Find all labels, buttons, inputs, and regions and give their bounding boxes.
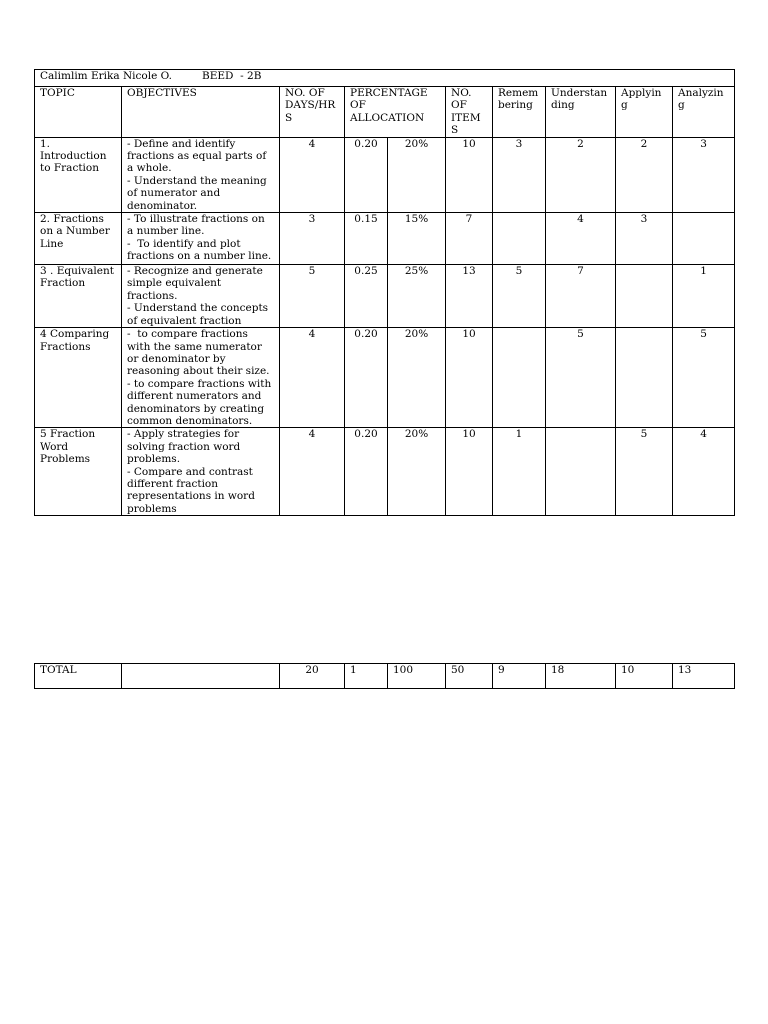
analyzing-cell: 4 (673, 428, 735, 516)
remembering-cell: 1 (493, 428, 546, 516)
objectives-cell: - Apply strategies for solving fraction word problems. - Compare and contrast different fraction representations in word problems (122, 428, 280, 516)
column-headers (35, 87, 735, 138)
understanding-cell: 2 (546, 137, 616, 212)
understanding-cell: 5 (546, 328, 616, 428)
analyzing-cell: 1 (673, 265, 735, 328)
table-row (35, 265, 735, 328)
percent-cell: 20% (388, 137, 446, 212)
header-applying: Applyin g (616, 87, 673, 138)
decimal-cell: 0.20 (345, 428, 388, 516)
objectives-cell: - Define and identify fractions as equal parts of a whole. - Understand the meaning of numerator and denominator. (122, 137, 280, 212)
remembering-cell: 3 (493, 137, 546, 212)
understanding-cell: 7 (546, 265, 616, 328)
header-objectives: OBJECTIVES (122, 87, 280, 138)
header-topic: TOPIC (35, 87, 122, 138)
days-cell: 4 (280, 428, 345, 516)
topic-cell: 2. Fractions on a Number Line (35, 213, 122, 265)
total-analyzing: 13 (673, 664, 735, 689)
remembering-cell (493, 328, 546, 428)
objectives-cell: - Recognize and generate simple equivalent fractions. - Understand the concepts of equivalent fraction (122, 265, 280, 328)
total-decimal: 1 (345, 664, 388, 689)
applying-cell: 5 (616, 428, 673, 516)
total-percent: 100 (388, 664, 446, 689)
understanding-cell (546, 428, 616, 516)
remembering-cell: 5 (493, 265, 546, 328)
decimal-cell: 0.25 (345, 265, 388, 328)
total-table (34, 663, 735, 689)
topic-cell: 4 Comparing Fractions (35, 328, 122, 428)
remembering-cell (493, 213, 546, 265)
table-row (35, 428, 735, 516)
applying-cell: 2 (616, 137, 673, 212)
total-understanding: 18 (546, 664, 616, 689)
table-row (35, 328, 735, 428)
days-cell: 4 (280, 328, 345, 428)
percent-cell: 15% (388, 213, 446, 265)
analyzing-cell: 5 (673, 328, 735, 428)
topic-cell: 5 Fraction Word Problems (35, 428, 122, 516)
items-cell: 7 (446, 213, 493, 265)
decimal-cell: 0.20 (345, 328, 388, 428)
percent-cell: 20% (388, 328, 446, 428)
total-remembering: 9 (493, 664, 546, 689)
objectives-cell: - To illustrate fractions on a number line. - To identify and plot fractions on a number line. (122, 213, 280, 265)
items-cell: 10 (446, 428, 493, 516)
analyzing-cell: 3 (673, 137, 735, 212)
total-applying: 10 (616, 664, 673, 689)
total-items: 50 (446, 664, 493, 689)
days-cell: 5 (280, 265, 345, 328)
student-info: Calimlim Erika Nicole O. BEED - 2B (35, 70, 735, 87)
applying-cell: 3 (616, 213, 673, 265)
total-label: TOTAL (35, 664, 122, 689)
objectives-cell: - to compare fractions with the same numerator or denominator by reasoning about their size. - to compare fractions with different numerators and denominators by creating common denominators. (122, 328, 280, 428)
decimal-cell: 0.15 (345, 213, 388, 265)
analyzing-cell (673, 213, 735, 265)
decimal-cell: 0.20 (345, 137, 388, 212)
applying-cell (616, 328, 673, 428)
table-row (35, 137, 735, 212)
applying-cell (616, 265, 673, 328)
table-of-specifications (34, 69, 735, 516)
header-understanding: Understan ding (546, 87, 616, 138)
items-cell: 10 (446, 328, 493, 428)
header-remembering: Remem bering (493, 87, 546, 138)
topic-cell: 1. Introduction to Fraction (35, 137, 122, 212)
header-items: NO. OF ITEMS (446, 87, 493, 138)
header-days: NO. OF DAYS/HR S (280, 87, 345, 138)
items-cell: 10 (446, 137, 493, 212)
total-row (35, 664, 735, 689)
header-percentage: PERCENTAGE OF ALLOCATION (345, 87, 446, 138)
understanding-cell: 4 (546, 213, 616, 265)
items-cell: 13 (446, 265, 493, 328)
topic-cell: 3 . Equivalent Fraction (35, 265, 122, 328)
header-analyzing: Analyzin g (673, 87, 735, 138)
total-objectives-cell (122, 664, 280, 689)
days-cell: 4 (280, 137, 345, 212)
table-row (35, 213, 735, 265)
percent-cell: 25% (388, 265, 446, 328)
total-days: 20 (280, 664, 345, 689)
days-cell: 3 (280, 213, 345, 265)
percent-cell: 20% (388, 428, 446, 516)
